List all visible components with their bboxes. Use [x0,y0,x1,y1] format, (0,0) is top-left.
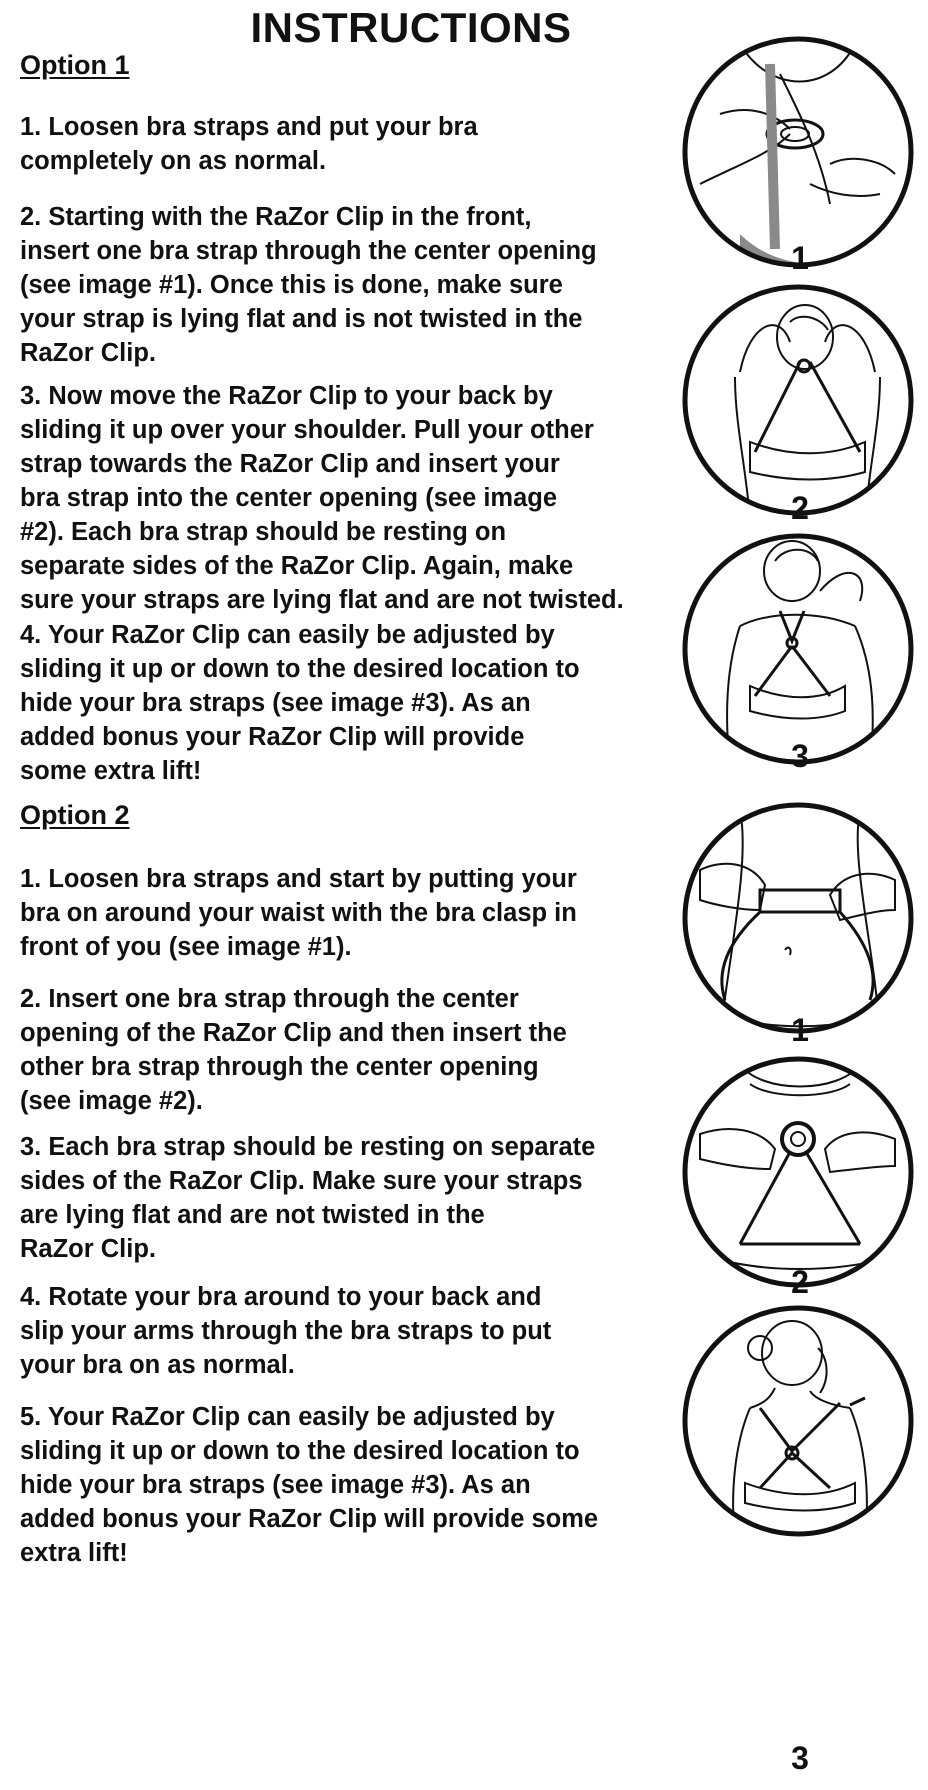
option-1-step-2: 2. Starting with the RaZor Clip in the front, insert one bra strap through the center opening (see image #1). Once this is done, make sure your strap is lying flat and is not twisted in the RaZor Clip. [20,203,597,367]
bra-at-waist-illustration [680,800,916,1036]
option-2-image-number-3: 3 [791,1740,809,1776]
option-2-image-number-1: 1 [791,1012,809,1048]
option-1-step-4: 4. Your RaZor Clip can easily be adjusted by sliding it up or down to the desired location to hide your bra straps (see image #3). As an added bonus your RaZor Clip will provide some extra lift! [20,621,580,785]
option-2-heading: Option 2 [20,800,130,830]
option-2-step-5: 5. Your RaZor Clip can easily be adjusted by sliding it up or down to the desired location to hide your bra straps (see image #3). As an added bonus your RaZor Clip will provide some extra lift! [20,1403,599,1567]
clip-at-back-illustration [680,282,916,518]
option-2-step-1: 1. Loosen bra straps and start by putting your bra on around your waist with the bra clasp in front of you (see image #1). [20,865,577,961]
option-2-image-number-2: 2 [791,1264,809,1300]
page-title: INSTRUCTIONS [250,4,572,51]
option-1-image-number-2: 2 [791,490,809,526]
wearing-bra-back-illustration [680,1303,916,1539]
option-2-step-2: 2. Insert one bra strap through the center opening of the RaZor Clip and then insert the other bra strap through the center opening (see image #2). [20,985,567,1115]
option-1-heading: Option 1 [20,50,130,80]
adjusted-clip-back-illustration [680,531,916,767]
option-2-step-3: 3. Each bra strap should be resting on separate sides of the RaZor Clip. Make sure your straps are lying flat and are not twisted in the RaZor Clip. [20,1133,596,1263]
option-1-step-1: 1. Loosen bra straps and put your bra completely on as normal. [20,113,478,175]
option-1-step-3: 3. Now move the RaZor Clip to your back by sliding it up over your shoulder. Pull your other strap towards the RaZor Clip and insert your bra strap into the center opening (see image #2). Each bra strap should be resting on separate sides of the RaZor Clip. Again, make sure your straps are lying flat and are not twisted. [20,382,624,614]
option-1-image-number-3: 3 [791,738,809,774]
clip-on-straps-front-illustration [680,1054,916,1290]
threading-strap-front-illustration [680,34,916,270]
option-2-step-4: 4. Rotate your bra around to your back and slip your arms through the bra straps to put your bra on as normal. [20,1283,552,1379]
option-1-image-number-1: 1 [791,240,809,276]
